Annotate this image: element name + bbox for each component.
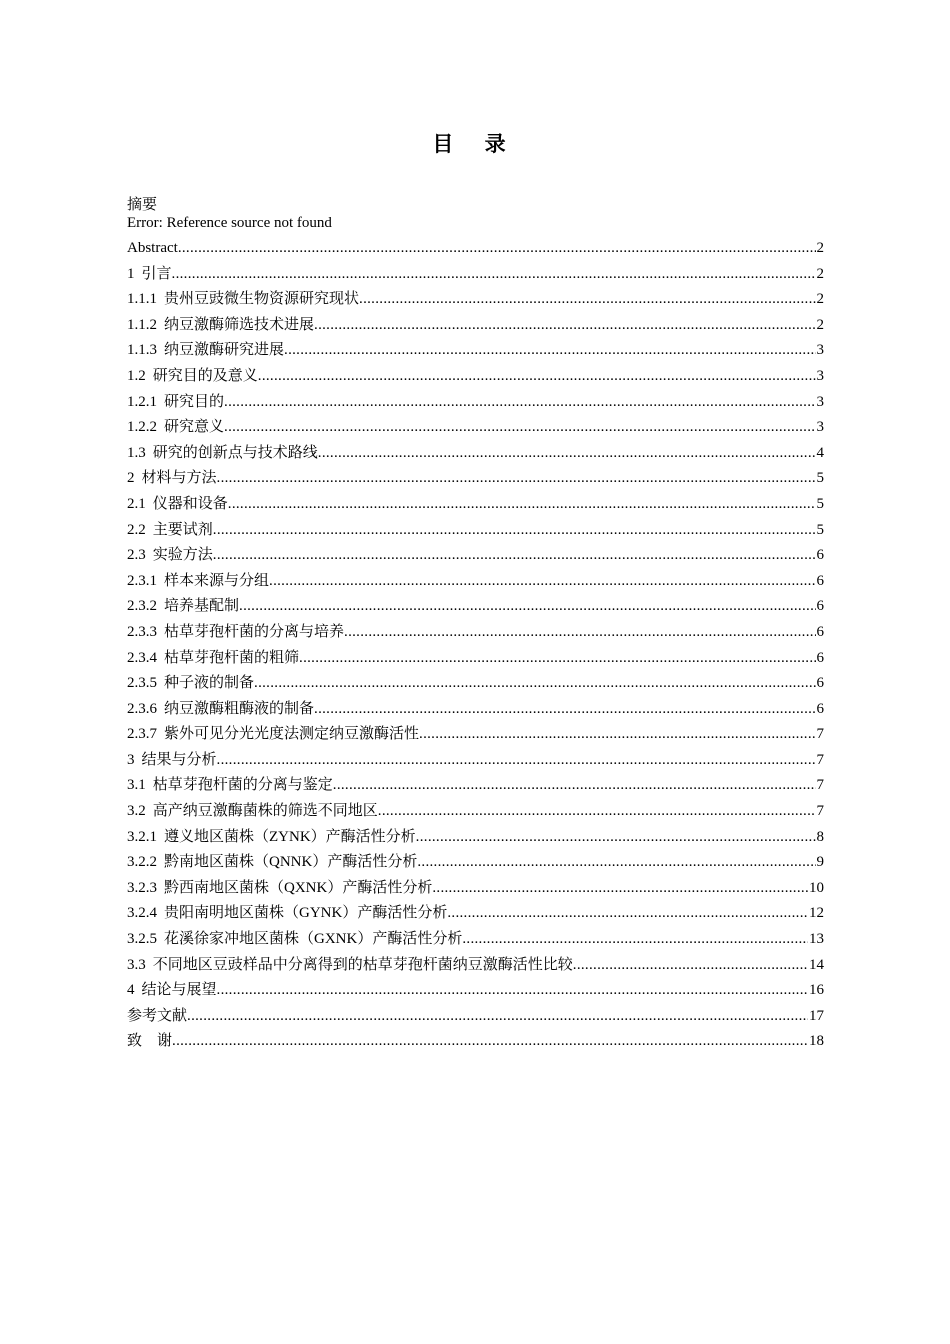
toc-entry-page-number: 7	[816, 726, 824, 743]
toc-entry[interactable]	[127, 825, 824, 851]
toc-entry-title: 贵州豆豉微生物资源研究现状	[164, 291, 360, 308]
toc-entry-number: 2.1	[127, 495, 146, 512]
toc-entry-number: 2.3.7	[127, 726, 157, 743]
toc-entry-title: 花溪徐家冲地区菌株（GXNK）产酶活性分析	[164, 931, 463, 948]
toc-entry-title: 高产纳豆激酶菌株的筛选不同地区	[152, 803, 378, 820]
toc-entry[interactable]	[127, 773, 824, 799]
toc-entry-title: 遵义地区菌株（ZYNK）产酶活性分析	[164, 828, 416, 845]
toc-entry-title: 紫外可见分光光度法测定纳豆激酶活性	[164, 726, 420, 743]
toc-entry-page-number: 6	[816, 649, 824, 666]
toc-entry-title: 枯草芽孢杆菌的分离与鉴定	[152, 777, 333, 794]
toc-entry-page-number: 5	[816, 495, 824, 512]
toc-entry[interactable]	[127, 1029, 824, 1055]
toc-dot-leader	[258, 364, 816, 390]
toc-entry[interactable]	[127, 953, 824, 979]
toc-entry-number: 1.2	[127, 367, 146, 384]
toc-entry-title: 不同地区豆豉样品中分离得到的枯草芽孢杆菌纳豆激酶活性比较	[152, 956, 573, 973]
toc-entry[interactable]	[127, 876, 824, 902]
toc-dot-leader	[432, 876, 808, 902]
toc-dot-leader	[344, 620, 815, 646]
toc-entry-number: 3.2.2	[127, 854, 157, 871]
toc-entry-title: 结果与分析	[141, 751, 217, 768]
toc-dot-leader	[172, 262, 816, 288]
toc-entry-number: 1.2.1	[127, 393, 157, 410]
toc-entry-abstract-cn: 摘要	[127, 197, 158, 213]
toc-entry-number: 1.1.3	[127, 342, 157, 359]
toc-entry-page-number: 2	[816, 240, 824, 256]
toc-entry-number: 2.3.1	[127, 572, 157, 589]
toc-entry[interactable]	[127, 390, 824, 416]
toc-entry-page-number: 3	[816, 393, 824, 410]
toc-dot-leader	[447, 901, 808, 927]
toc-dot-leader	[333, 773, 816, 799]
toc-entry[interactable]	[127, 646, 824, 672]
toc-entry-page-number: 6	[816, 700, 824, 717]
toc-entry-page-number: 14	[809, 956, 824, 973]
toc-entry-title: 参考文献	[127, 1007, 188, 1024]
toc-entry[interactable]	[127, 338, 824, 364]
toc-entry[interactable]	[127, 364, 824, 390]
toc-entry-title: 纳豆激酶粗酶液的制备	[164, 700, 315, 717]
toc-dot-leader	[573, 953, 808, 979]
toc-entry[interactable]	[127, 799, 824, 825]
toc-entry-page-number: 13	[809, 931, 824, 948]
toc-entry-number: 1.2.2	[127, 419, 157, 436]
toc-dot-leader	[224, 415, 815, 441]
toc-entry-title: 种子液的制备	[164, 675, 255, 692]
toc-entry-page-number: 6	[816, 572, 824, 589]
toc-entry[interactable]	[127, 441, 824, 467]
toc-entry-number: 3.2.4	[127, 905, 157, 922]
toc-entry-title: 枯草芽孢杆菌的粗筛	[164, 649, 300, 666]
toc-entry-title: 引言	[141, 265, 172, 282]
toc-entry-title: Abstract	[127, 240, 178, 256]
toc-entry-page-number: 10	[809, 879, 824, 896]
toc-entry-page-number: 18	[809, 1033, 824, 1050]
toc-entry-number: 1.1.1	[127, 291, 157, 308]
toc-dot-leader	[239, 594, 815, 620]
toc-entry-page-number: 8	[816, 828, 824, 845]
toc-dot-leader	[419, 722, 815, 748]
toc-entry[interactable]	[127, 569, 824, 595]
toc-entry-title: 结论与展望	[141, 982, 217, 999]
toc-entry-page-number: 2	[816, 316, 824, 333]
toc-entry-title: 贵阳南明地区菌株（GYNK）产酶活性分析	[164, 905, 448, 922]
toc-dot-leader	[314, 697, 815, 723]
toc-entry-title: 纳豆激酶研究进展	[164, 342, 285, 359]
toc-entry-title: 主要试剂	[152, 521, 213, 538]
toc-entry-title: 黔西南地区菌株（QXNK）产酶活性分析	[164, 879, 433, 896]
toc-entry[interactable]	[127, 927, 824, 953]
toc-entry-number: 1	[127, 265, 135, 282]
toc-entry-number: 2.3.6	[127, 700, 157, 717]
toc-dot-leader	[318, 441, 816, 467]
toc-entry[interactable]	[127, 850, 824, 876]
toc-entry-title: 黔南地区菌株（QNNK）产酶活性分析	[164, 854, 418, 871]
toc-entry-page-number: 3	[816, 419, 824, 436]
toc-entry-page-number: 7	[816, 803, 824, 820]
toc-entry-page-number: 7	[816, 751, 824, 768]
toc-entry-number: 3.3	[127, 956, 146, 973]
toc-dot-leader	[284, 338, 815, 364]
toc-entry-page-number: 3	[816, 342, 824, 359]
toc-entry-title: 致 谢	[127, 1033, 173, 1050]
toc-entry[interactable]	[127, 671, 824, 697]
toc-entry[interactable]	[127, 722, 824, 748]
toc-entry-title: 仪器和设备	[152, 495, 228, 512]
toc-entry-page-number: 3	[816, 367, 824, 384]
toc-entry-page-number: 7	[816, 777, 824, 794]
toc-entry-page-number: 2	[816, 291, 824, 308]
toc-dot-leader	[416, 825, 816, 851]
toc-dot-leader	[217, 466, 816, 492]
toc-entry-title: 实验方法	[152, 547, 213, 564]
toc-entry-title: 材料与方法	[141, 470, 217, 487]
toc-entry-title: 研究目的及意义	[152, 367, 258, 384]
toc-entry-page-number: 4	[816, 444, 824, 461]
toc-dot-leader	[269, 569, 815, 595]
toc-entry-number: 2	[127, 470, 135, 487]
toc-dot-leader	[213, 518, 816, 544]
toc-entry-page-number: 17	[809, 1007, 824, 1024]
toc-entry[interactable]	[127, 978, 824, 1004]
toc-entry-page-number: 6	[816, 623, 824, 640]
toc-entry-title: 研究目的	[164, 393, 225, 410]
toc-entry[interactable]	[127, 620, 824, 646]
toc-entry-number: 3.2.5	[127, 931, 157, 948]
toc-dot-leader	[187, 1004, 808, 1030]
toc-entry-page-number: 5	[816, 470, 824, 487]
toc-entry[interactable]	[127, 313, 824, 339]
toc-entry-page-number: 6	[816, 675, 824, 692]
toc-entry[interactable]	[127, 594, 824, 620]
toc-entry-number: 2.3.4	[127, 649, 157, 666]
toc-dot-leader	[417, 850, 815, 876]
table-of-contents	[127, 236, 824, 1055]
toc-entry-title: 枯草芽孢杆菌的分离与培养	[164, 623, 345, 640]
toc-entry[interactable]	[127, 748, 824, 774]
toc-entry-number: 1.3	[127, 444, 146, 461]
toc-dot-leader	[213, 543, 816, 569]
toc-entry-title: 培养基配制	[164, 598, 240, 615]
toc-entry-number: 2.3.3	[127, 623, 157, 640]
toc-dot-leader	[314, 313, 815, 339]
toc-entry-title: 样本来源与分组	[164, 572, 270, 589]
toc-dot-leader	[359, 287, 815, 313]
toc-entry[interactable]	[127, 518, 824, 544]
toc-entry[interactable]	[127, 492, 824, 518]
toc-entry-page-number: 12	[809, 905, 824, 922]
toc-entry-number: 3	[127, 751, 135, 768]
toc-entry-page-number: 5	[816, 521, 824, 538]
toc-entry-number: 2.3.5	[127, 675, 157, 692]
toc-entry-title: 纳豆激酶筛选技术进展	[164, 316, 315, 333]
toc-entry-number: 4	[127, 982, 135, 999]
toc-entry-title: 研究意义	[164, 419, 225, 436]
toc-entry-number: 1.1.2	[127, 316, 157, 333]
toc-entry-page-number: 6	[816, 547, 824, 564]
toc-dot-leader	[228, 492, 816, 518]
toc-entry[interactable]	[127, 1004, 824, 1030]
toc-entry[interactable]	[127, 262, 824, 288]
toc-entry-number: 3.2	[127, 803, 146, 820]
toc-entry-number: 2.2	[127, 521, 146, 538]
toc-entry[interactable]	[127, 697, 824, 723]
toc-dot-leader	[378, 799, 816, 825]
toc-dot-leader	[172, 1029, 808, 1055]
toc-entry-title: 研究的创新点与技术路线	[152, 444, 318, 461]
toc-entry[interactable]	[127, 901, 824, 927]
toc-entry-page-number: 6	[816, 598, 824, 615]
toc-entry-page-number: 16	[809, 982, 824, 999]
toc-entry-number: 2.3	[127, 547, 146, 564]
page-title: 目 录	[432, 132, 518, 156]
reference-error-text: Error: Reference source not found	[127, 215, 332, 231]
toc-entry-number: 3.2.1	[127, 828, 157, 845]
toc-dot-leader	[299, 646, 815, 672]
toc-dot-leader	[217, 978, 808, 1004]
toc-entry[interactable]	[127, 287, 824, 313]
toc-dot-leader	[462, 927, 808, 953]
toc-entry[interactable]	[127, 466, 824, 492]
toc-entry-number: 3.2.3	[127, 879, 157, 896]
toc-dot-leader	[217, 748, 816, 774]
toc-entry-page-number: 9	[816, 854, 824, 871]
toc-entry[interactable]	[127, 543, 824, 569]
toc-dot-leader	[224, 390, 815, 416]
toc-entry[interactable]	[127, 236, 824, 262]
toc-entry-page-number: 2	[816, 265, 824, 282]
toc-entry-number: 3.1	[127, 777, 146, 794]
toc-dot-leader	[178, 236, 816, 262]
toc-entry-number: 2.3.2	[127, 598, 157, 615]
toc-entry[interactable]	[127, 415, 824, 441]
toc-dot-leader	[254, 671, 815, 697]
